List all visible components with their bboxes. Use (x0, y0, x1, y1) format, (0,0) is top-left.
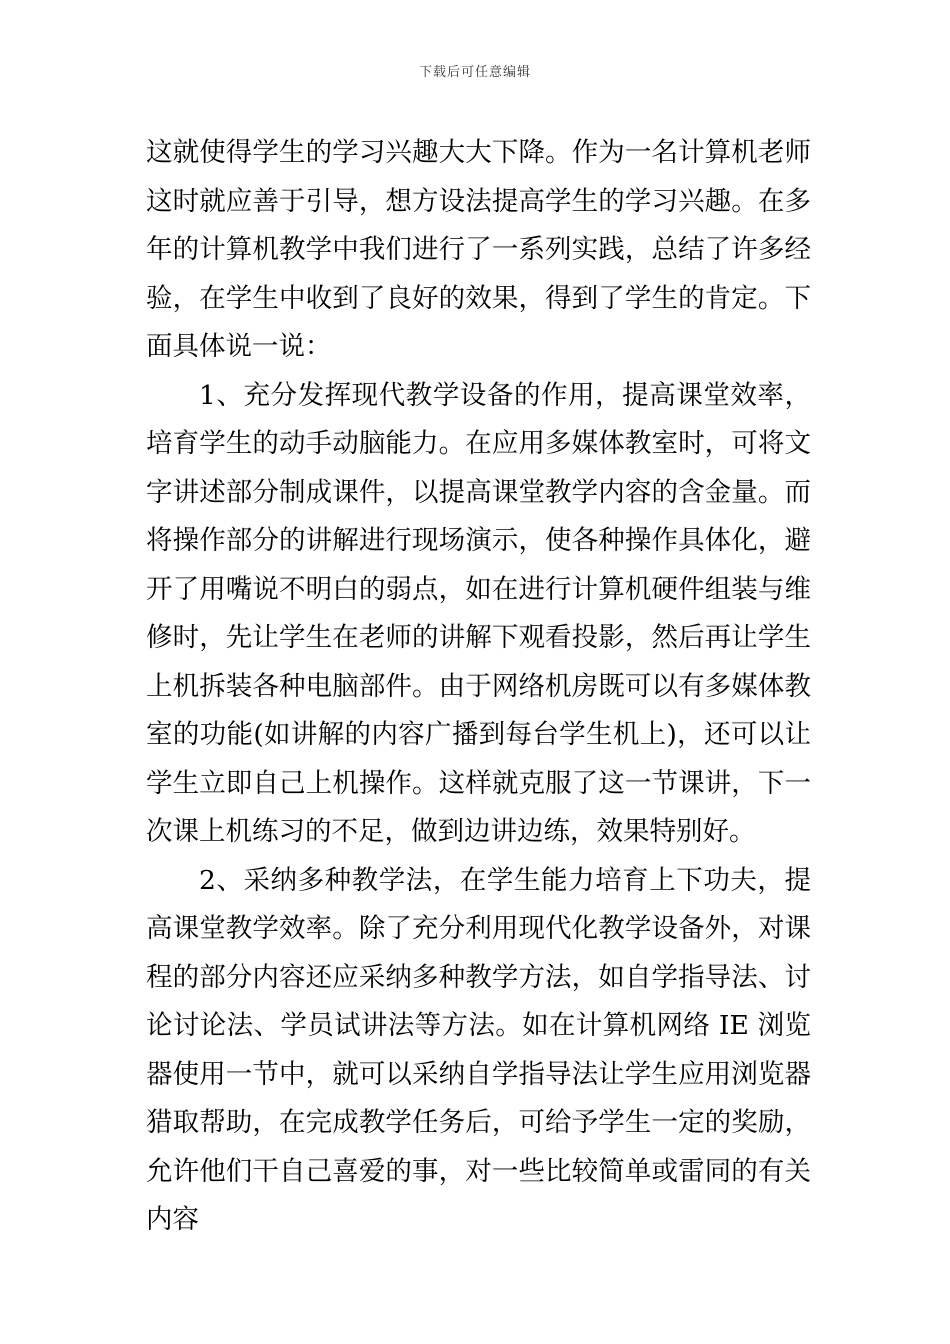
document-body (146, 129, 811, 1245)
paragraph-item-1: 1、充分发挥现代教学设备的作用，提高课堂效率，培育学生的动手动脑能力。在应用多媒体教室时，可将文字讲述部分制成课件，以提高课堂教学内容的含金量。而将操作部分的讲解进行现场演示，使各种操作具体化，避开了用嘴说不明白的弱点，如在进行计算机硬件组装与维修时，先让学生在老师的讲解下观看投影，然后再让学生上机拆装各种电脑部件。由于网络机房既可以有多媒体教室的功能(如讲解的内容广播到每台学生机上)，还可以让学生立即自己上机操作。这样就克服了这一节课讲，下一次课上机练习的不足，做到边讲边练，效果特别好。 (146, 379, 811, 847)
paragraph-continuation: 这就使得学生的学习兴趣大大下降。作为一名计算机老师这时就应善于引导，想方设法提高学生的学习兴趣。在多年的计算机教学中我们进行了一系列实践，总结了许多经验，在学生中收到了良好的效果，得到了学生的肯定。下面具体说一说： (146, 137, 811, 362)
page-header: 下载后可任意编辑 (418, 65, 531, 80)
paragraph-item-2: 2、采纳多种教学法，在学生能力培育上下功夫，提高课堂教学效率。除了充分利用现代化教学设备外，对课程的部分内容还应采纳多种教学方法，如自学指导法、讨论讨论法、学员试讲法等方法。如在计算机网络 IE 浏览器使用一节中，就可以采纳自学指导法让学生应用浏览器猎取帮助，在完成教学任务后，可给予学生一定的奖励，允许他们干自己喜爱的事，对一些比较简单或雷同的有关内容 (146, 864, 811, 1235)
